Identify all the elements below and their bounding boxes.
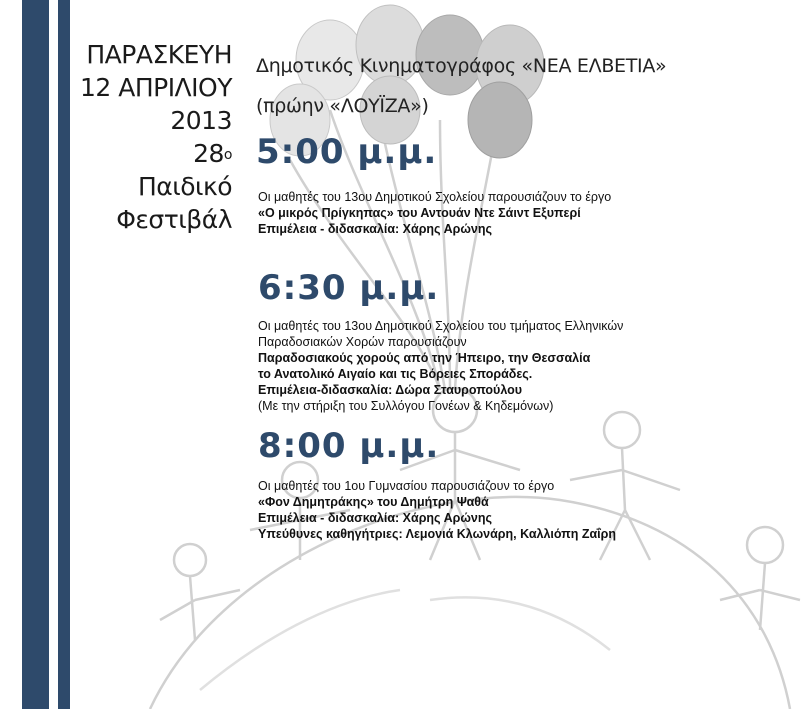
- left-stripe-wide: [22, 0, 49, 709]
- program-line: Επιμέλεια - διδασκαλία: Χάρης Αρώνης: [258, 511, 492, 525]
- event-name-line2: Φεστιβάλ: [116, 205, 232, 234]
- program-time-1: 5:00 μ.μ.: [256, 132, 438, 172]
- program-line: Παραδοσιακών Χορών παρουσιάζουν: [258, 335, 467, 349]
- program-line: Παραδοσιακούς χορούς από την Ήπειρο, την Θεσσαλία: [258, 351, 591, 365]
- program-line: Επιμέλεια-διδασκαλία: Δώρα Σταυροπούλου: [258, 383, 523, 397]
- event-date: 12 ΑΠΡΙΛΙΟΥ: [79, 73, 232, 102]
- venue: [256, 46, 666, 126]
- program-line: Υπεύθυνες καθηγήτριες: Λεμονιά Κλωνάρη, Καλλιόπη Ζαΐρη: [258, 527, 617, 541]
- program-line: Οι μαθητές του 1ου Γυμνασίου παρουσιάζουν το έργο: [258, 479, 555, 493]
- program-line: Επιμέλεια - διδασκαλία: Χάρης Αρώνης: [258, 222, 492, 236]
- edition-number: 28: [193, 139, 224, 168]
- program-line: το Ανατολικό Αιγαίο και τις Βόρειες Σποράδες.: [258, 367, 533, 381]
- program-block-3: [258, 478, 616, 542]
- event-year: 2013: [170, 106, 232, 135]
- venue-line1: Δημοτικός Κινηματογράφος «ΝΕΑ ΕΛΒΕΤΙΑ»: [256, 55, 667, 77]
- program-line: «Φον Δημητράκης» του Δημήτρη Ψαθά: [258, 495, 489, 509]
- event-info: [72, 38, 232, 236]
- left-stripe-narrow: [58, 0, 70, 709]
- program-block-1: [258, 189, 611, 237]
- program-line: «Ο μικρός Πρίγκηπας» του Αντουάν Ντε Σάιντ Εξυπερί: [258, 206, 581, 220]
- program-block-2: [258, 318, 623, 414]
- event-name-line1: Παιδικό: [137, 172, 232, 201]
- program-line: (Με την στήριξη του Συλλόγου Γονέων & Κηδεμόνων): [258, 399, 554, 413]
- program-time-3: 8:00 μ.μ.: [258, 426, 440, 466]
- program-time-2: 6:30 μ.μ.: [258, 268, 440, 308]
- event-day: ΠΑΡΑΣΚΕΥΗ: [86, 40, 232, 69]
- venue-line2: (πρώην «ΛΟΥΪΖΑ»): [256, 95, 429, 117]
- edition-suffix: ο: [223, 147, 232, 163]
- event-edition: [72, 137, 232, 170]
- program-line: Οι μαθητές του 13ου Δημοτικού Σχολείου παρουσιάζουν το έργο: [258, 190, 612, 204]
- program-line: Οι μαθητές του 13ου Δημοτικού Σχολείου του τμήματος Ελληνικών: [258, 319, 624, 333]
